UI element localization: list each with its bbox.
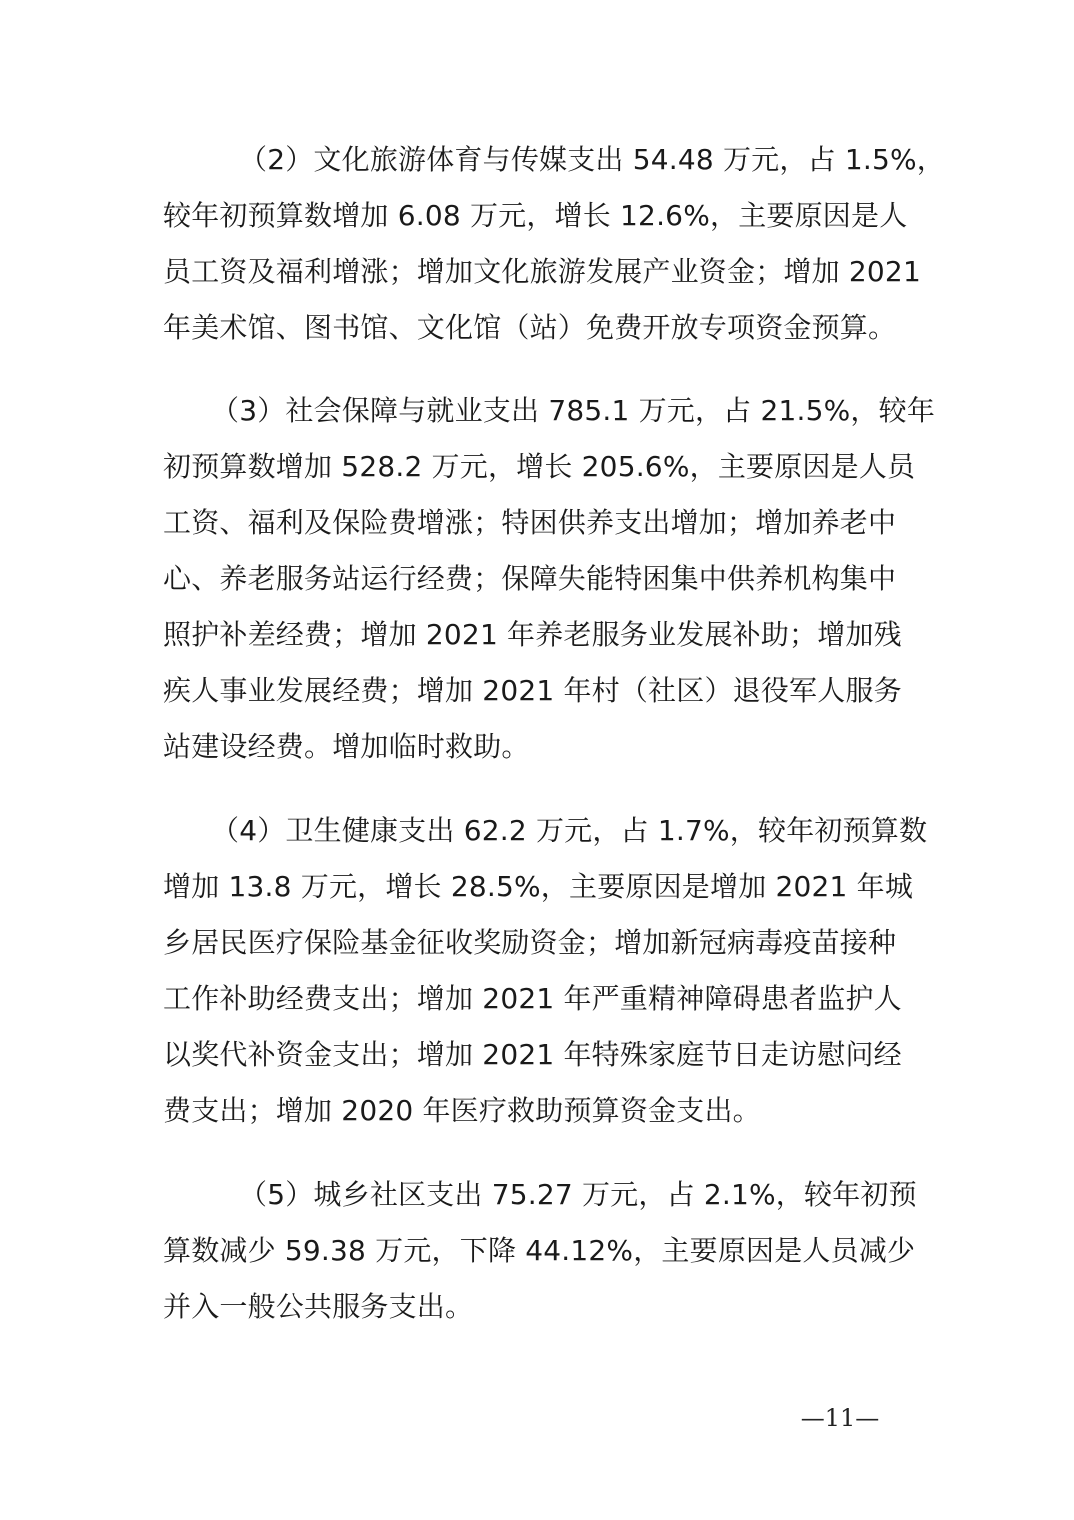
paragraph-line: （3）社会保障与就业支出 785.1 万元，占 21.5%，较年 [211,394,936,427]
paragraph-line: 以奖代补资金支出；增加 2021 年特殊家庭节日走访慰问经 [163,1038,902,1071]
paragraph-line: 算数减少 59.38 万元，下降 44.12%，主要原因是人员减少 [163,1234,916,1267]
paragraph-health-expenditure [163,803,928,1139]
paragraph-line: 较年初预算数增加 6.08 万元，增长 12.6%，主要原因是人 [163,199,908,232]
paragraph-line: 费支出；增加 2020 年医疗救助预算资金支出。 [163,1094,761,1127]
paragraph-line: 心、养老服务站运行经费；保障失能特困集中供养机构集中 [163,562,897,595]
paragraph-line: 并入一般公共服务支出。 [163,1290,474,1323]
paragraph-social-security-employment [163,383,936,775]
paragraph-line: 工作补助经费支出；增加 2021 年严重精神障碍患者监护人 [163,982,902,1015]
paragraph-line: 站建设经费。增加临时救助。 [163,730,530,763]
paragraph-line: 年美术馆、图书馆、文化馆（站）免费开放专项资金预算。 [163,311,897,344]
paragraph-line: （4）卫生健康支出 62.2 万元，占 1.7%，较年初预算数 [211,814,928,847]
paragraph-line: 员工资及福利增涨；增加文化旅游发展产业资金；增加 2021 [163,255,921,288]
paragraph-line: 工资、福利及保险费增涨；特困供养支出增加；增加养老中 [163,506,897,539]
page-number: —11— [800,1404,880,1432]
paragraph-urban-rural-community [163,1167,923,1335]
paragraph-line: 疾人事业发展经费；增加 2021 年村（社区）退役军人服务 [163,674,902,707]
paragraph-culture-tourism-sports-media [163,132,946,356]
paragraph-line: （2）文化旅游体育与传媒支出 54.48 万元，占 1.5%， [239,143,946,176]
paragraph-line: 照护补差经费；增加 2021 年养老服务业发展补助；增加残 [163,618,902,651]
paragraph-line: 初预算数增加 528.2 万元，增长 205.6%，主要原因是人员 [163,450,916,483]
paragraph-line: 乡居民医疗保险基金征收奖励资金；增加新冠病毒疫苗接种 [163,926,897,959]
paragraph-line: 增加 13.8 万元，增长 28.5%，主要原因是增加 2021 年城 [163,870,914,903]
paragraph-line: （5）城乡社区支出 75.27 万元，占 2.1%，较年初预 [239,1178,917,1211]
